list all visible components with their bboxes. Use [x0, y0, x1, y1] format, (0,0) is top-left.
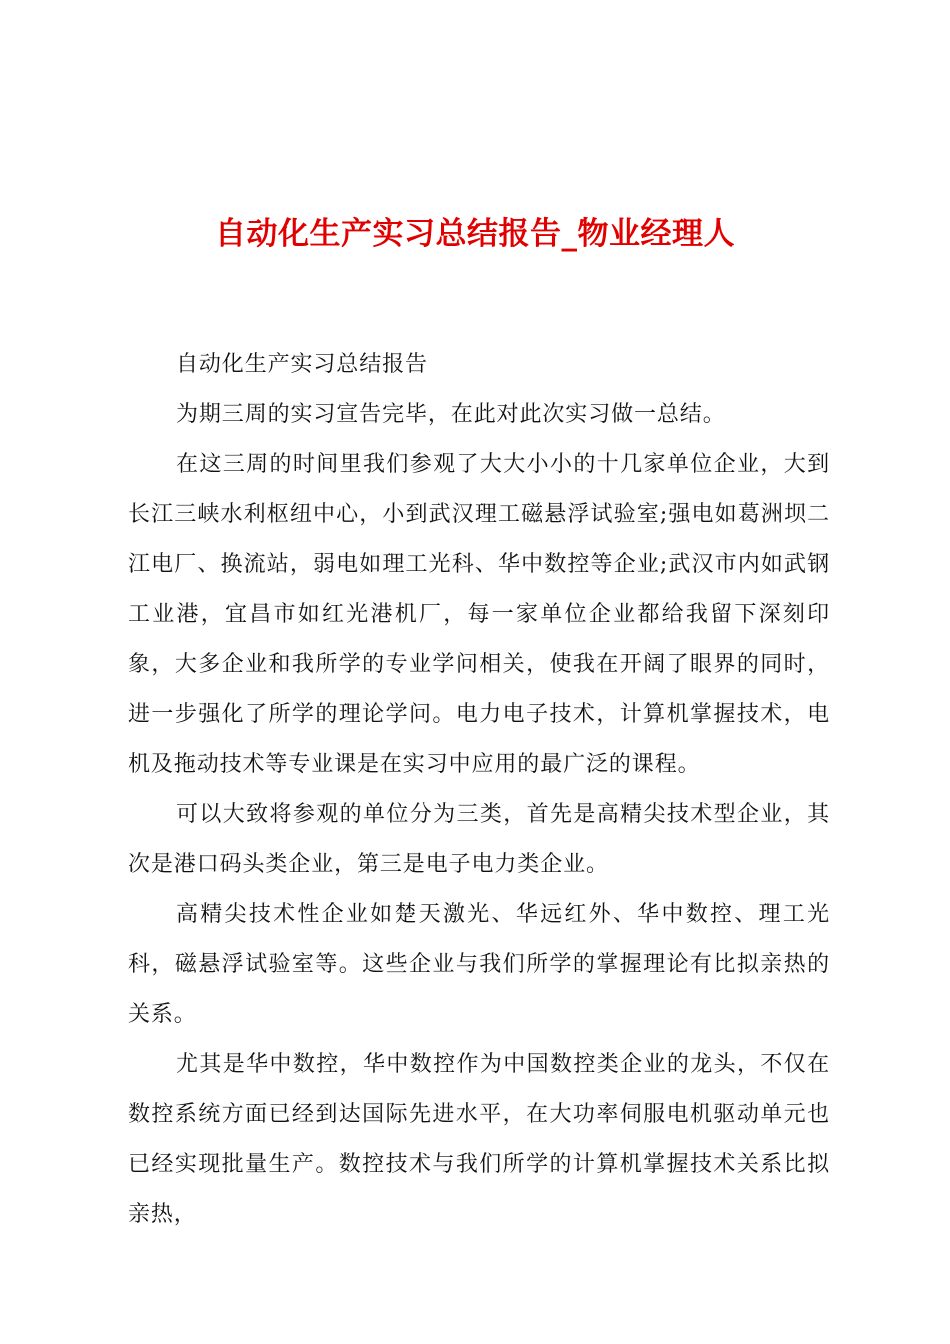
paragraph-intro: 为期三周的实习宣告完毕，在此对此次实习做一总结。 [176, 402, 726, 427]
paragraph-categories: 可以大致将参观的单位分为三类，首先是高精尖技术型企业，其次是港口码头类企业，第三是电子电力类企业。 [128, 802, 830, 877]
paragraph-hightech: 高精尖技术性企业如楚天激光、华远红外、华中数控、理工光科，磁悬浮试验室等。这些企业与我们所学的掌握理论有比拟亲热的关系。 [128, 902, 830, 1027]
document-body [128, 340, 830, 1240]
document-title: 自动化生产实习总结报告_物业经理人 [215, 216, 735, 252]
paragraph-visits: 在这三周的时间里我们参观了大大小小的十几家单位企业，大到长江三峡水利枢纽中心，小到武汉理工磁悬浮试验室;强电如葛洲坝二江电厂、换流站，弱电如理工光科、华中数控等企业;武汉市内如武钢工业港，宜昌市如红光港机厂，每一家单位企业都给我留下深刻印象，大多企业和我所学的专业学问相关，使我在开阔了眼界的同时，进一步强化了所学的理论学问。电力电子技术，计算机掌握技术，电机及拖动技术等专业课是在实习中应用的最广泛的课程。 [128, 452, 830, 777]
paragraph-heading: 自动化生产实习总结报告 [176, 352, 428, 377]
paragraph-hcnc: 尤其是华中数控，华中数控作为中国数控类企业的龙头，不仅在数控系统方面已经到达国际先进水平，在大功率伺服电机驱动单元也已经实现批量生产。数控技术与我们所学的计算机掌握技术关系比拟亲热， [128, 1052, 830, 1227]
